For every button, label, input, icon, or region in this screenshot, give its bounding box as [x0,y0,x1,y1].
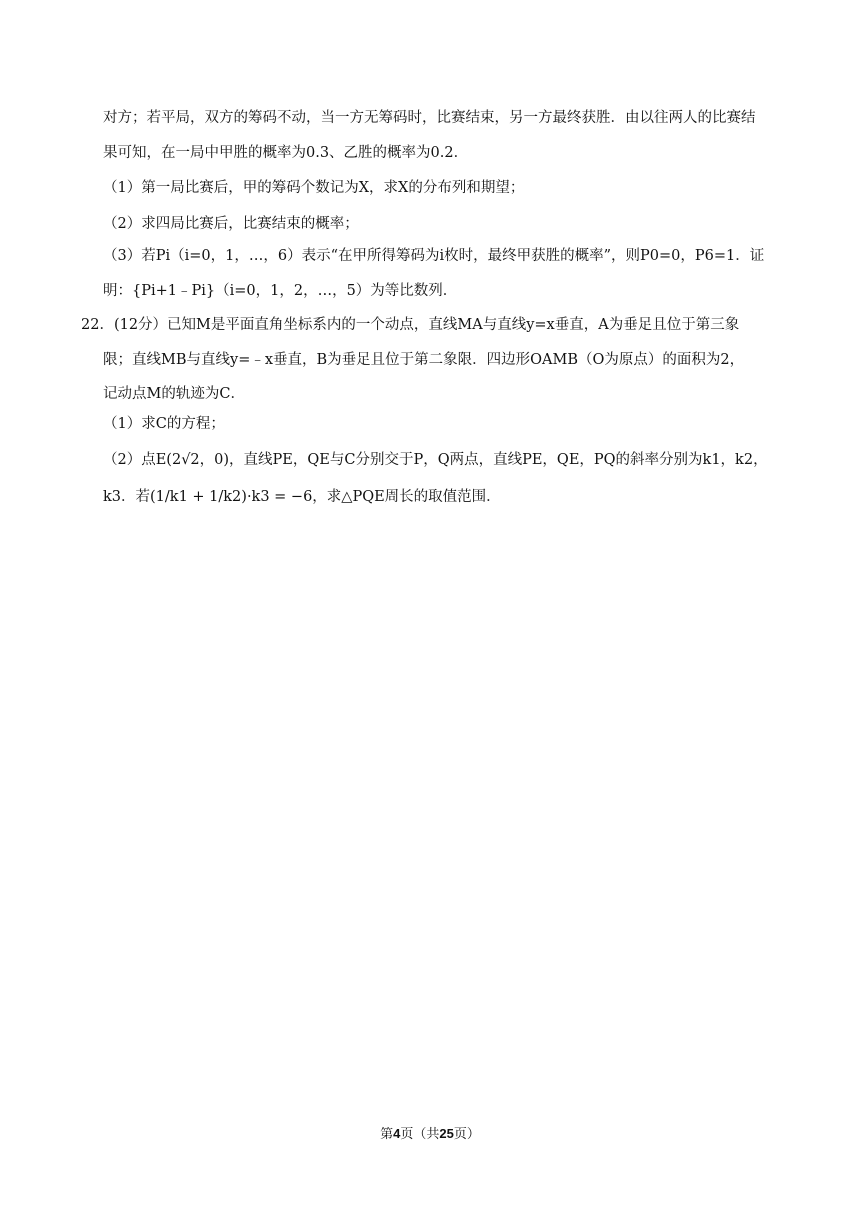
q21-text-line-2: 果可知，在一局中甲胜的概率为0.3、乙胜的概率为0.2． [103,145,469,161]
q21-part-1: （1）第一局比赛后，甲的筹码个数记为X，求X的分布列和期望； [103,180,525,196]
q22-part-2-line-2: k3．若(1/k1 + 1/k2)·k3 = −6，求△PQE周长的取值范围． [103,489,501,505]
page-number: 4 [393,1126,401,1141]
q22-part-2-line-1: （2）点E(2√2，0)，直线PE，QE与C分别交于P，Q两点，直线PE，QE，PQ的斜率分别为k1，k2， [103,452,768,468]
page-total: 25 [439,1126,454,1141]
page-footer: 第4页（共25页） [380,1126,480,1142]
q21-part-3-line-1: （3）若Pi（i=0，1，…，6）表示“在甲所得筹码为i枚时，最终甲获胜的概率”，则P0=0，P6=1．证 [103,248,765,264]
q22-stem-line-2: 限；直线MB与直线y=﹣x垂直，B为垂足且位于第二象限．四边形OAMB（O为原点）的面积为2， [103,352,745,368]
q22-stem-line-1: 22．(12分）已知M是平面直角坐标系内的一个动点，直线MA与直线y=x垂直，A为垂足且位于第三象 [81,317,740,333]
q22-stem-line-3: 记动点M的轨迹为C． [103,386,245,402]
q21-text-line-1: 对方；若平局，双方的筹码不动，当一方无筹码时，比赛结束，另一方最终获胜．由以往两人的比赛结 [103,110,756,126]
q21-part-3-line-2: 明：{Pi+1﹣Pi}（i=0，1，2，…，5）为等比数列． [103,283,458,299]
q21-part-2: （2）求四局比赛后，比赛结束的概率； [103,216,359,232]
q22-part-1: （1）求C的方程； [103,416,225,432]
